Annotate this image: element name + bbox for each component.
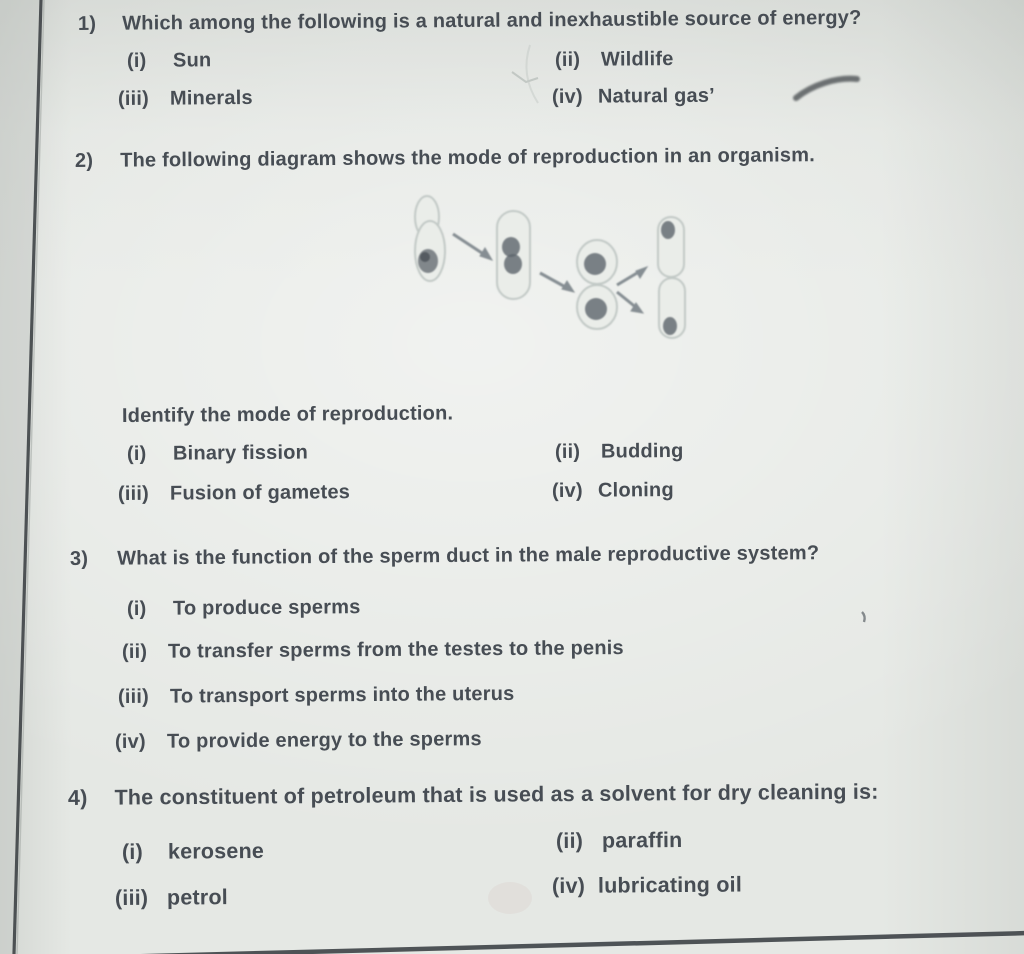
question-4-number: 4)	[67, 785, 88, 810]
option-text: kerosene	[167, 838, 265, 864]
option-label: (ii)	[554, 48, 581, 71]
question-3-number: 3)	[69, 547, 89, 570]
option-text: Sun	[172, 49, 212, 72]
option-text: Cloning	[597, 479, 674, 502]
option-label: (i)	[126, 442, 147, 465]
option-label: (iv)	[551, 873, 586, 898]
q1-option-i	[127, 49, 212, 73]
question-2-number: 2)	[74, 149, 94, 172]
q1-option-ii	[555, 48, 674, 72]
q2-option-iv	[552, 479, 674, 503]
option-label: (ii)	[121, 640, 148, 663]
option-label: (i)	[121, 839, 143, 864]
q3-option-i	[127, 596, 361, 621]
option-label: (iv)	[551, 85, 583, 108]
q3-option-iii	[118, 683, 515, 709]
option-text: To provide energy to the sperms	[166, 728, 482, 753]
option-text: Fusion of gametes	[169, 481, 351, 505]
q1-option-iv	[552, 85, 715, 109]
q4-option-ii	[556, 828, 683, 854]
question-4-text: The constituent of petroleum that is used as a solvent for dry cleaning is:	[114, 779, 879, 810]
question-3	[70, 542, 819, 571]
option-label: (ii)	[555, 828, 584, 853]
option-label: (iii)	[114, 885, 149, 910]
option-text: Budding	[600, 439, 684, 463]
option-label: (ii)	[554, 440, 581, 463]
q1-option-iii	[118, 87, 253, 111]
q4-option-iii	[115, 885, 228, 911]
option-text: To transfer sperms from the testes to the penis	[167, 637, 624, 663]
q2-option-iii	[118, 481, 350, 506]
question-3-text: What is the function of the sperm duct in the male reproductive system?	[117, 542, 820, 570]
question-1-number: 1)	[77, 12, 97, 35]
option-text: Wildlife	[600, 48, 674, 71]
question-1	[78, 7, 862, 36]
question-1-text: Which among the following is a natural and inexhaustible source of energy?	[122, 6, 862, 35]
q3-option-iv	[115, 728, 482, 754]
option-label: (i)	[126, 49, 147, 72]
option-text: petrol	[166, 885, 229, 910]
option-text: Binary fission	[172, 441, 309, 465]
question-2-prompt	[122, 402, 453, 428]
q4-option-i	[122, 839, 264, 865]
question-2-text: The following diagram shows the mode of reproduction in an organism.	[120, 144, 816, 172]
q2-option-i	[127, 442, 308, 466]
option-label: (iv)	[114, 730, 146, 753]
q2-option-ii	[555, 440, 684, 464]
option-text: paraffin	[601, 828, 683, 853]
question-2	[75, 144, 815, 173]
q3-option-ii	[122, 637, 624, 664]
option-label: (iii)	[117, 685, 150, 708]
option-label: (iii)	[117, 482, 150, 505]
option-text: To produce sperms	[172, 596, 361, 620]
option-text: To transport sperms into the uterus	[169, 682, 515, 708]
question-2-prompt-text: Identify the mode of reproduction.	[121, 402, 454, 427]
option-label: (iii)	[117, 87, 150, 110]
option-text: lubricating oil	[597, 872, 743, 898]
option-text: Natural gas’	[597, 84, 715, 108]
option-text: Minerals	[169, 86, 253, 110]
option-label: (iv)	[551, 479, 583, 502]
option-label: (i)	[126, 597, 147, 620]
question-4	[68, 780, 879, 811]
q4-option-iv	[552, 873, 742, 899]
